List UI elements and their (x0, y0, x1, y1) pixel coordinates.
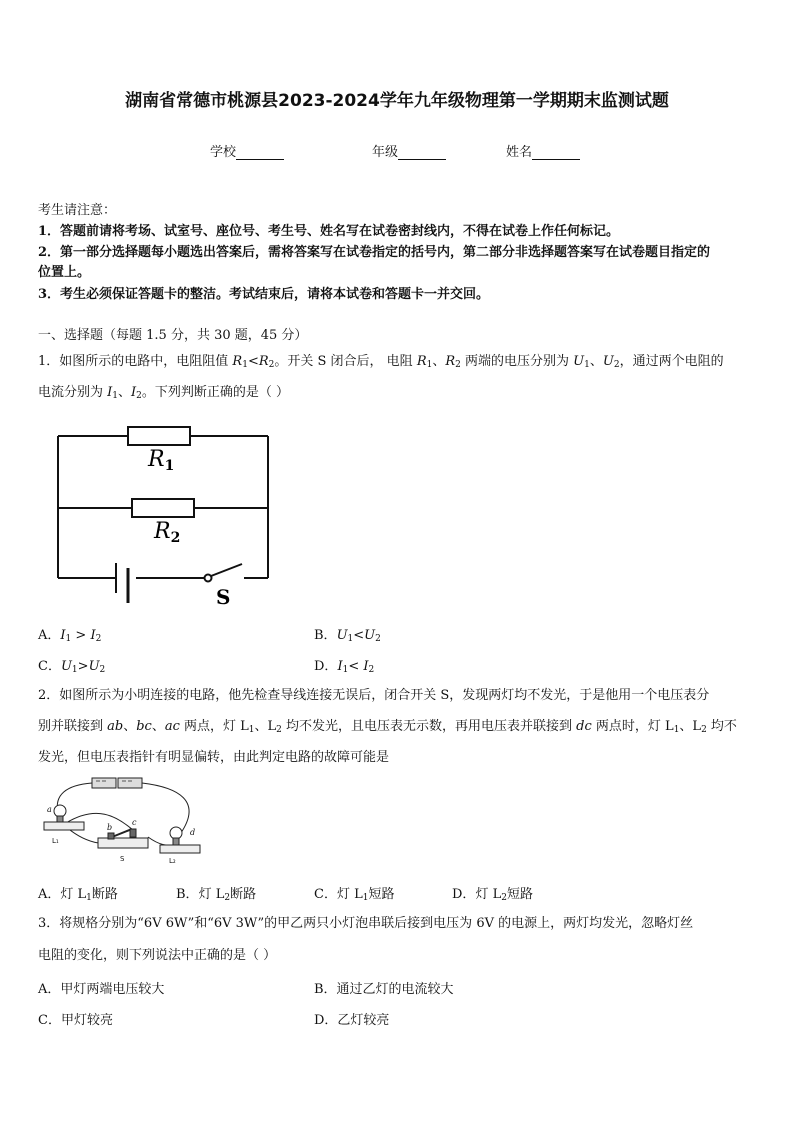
text: 、 (123, 719, 137, 734)
sub: 1 (112, 391, 119, 401)
label-a: a (47, 805, 52, 814)
label-r2: R2 (154, 519, 181, 546)
q1-stem-line2 (38, 383, 758, 406)
text: 两端的电压分别为 (460, 354, 574, 369)
text: 、L (254, 719, 277, 734)
sub: 2 (375, 634, 381, 644)
text: 均不发光，且电压表无示数，再用电压表并联接到 (281, 719, 577, 734)
var: U (364, 628, 376, 643)
text: < (353, 628, 365, 643)
sub: 1 (248, 725, 255, 735)
label-l1: L₁ (52, 837, 59, 845)
text: < (247, 354, 259, 369)
q1-option-c[interactable] (38, 655, 105, 675)
var: ab (107, 719, 124, 734)
var: dc (576, 719, 592, 734)
var: I (107, 385, 113, 400)
q1-option-a[interactable] (38, 624, 101, 644)
voltmeter-left (92, 778, 116, 788)
sub: 1 (342, 665, 349, 675)
text: 均不 (706, 719, 737, 734)
sub: 1 (71, 665, 78, 675)
wire (142, 783, 189, 837)
q3-stem-line2: 电阻的变化，则下列说法中正确的是（ ） (38, 948, 277, 963)
sub: 2 (99, 665, 106, 675)
q2-stem-line2 (38, 717, 758, 740)
var: bc (136, 719, 152, 734)
text: 1．如图所示的电路中，电阻阻值 (38, 354, 233, 369)
q3-option-c[interactable]: C．甲灯较亮 (38, 1013, 113, 1028)
name-blank[interactable] (532, 145, 580, 160)
sub: 2 (368, 665, 375, 675)
text: D． (452, 887, 476, 902)
sub: 2 (455, 360, 461, 370)
q2-option-c[interactable] (314, 883, 394, 903)
var: R (232, 354, 243, 369)
q1-option-d[interactable] (314, 655, 374, 675)
text: 断路 (91, 887, 118, 902)
lamp-l2-base (160, 845, 200, 853)
switch-pivot (205, 575, 212, 582)
q3-stem-line1: 3．将规格分别为“6V 6W”和“6V 3W”的甲乙两只小灯泡串联后接到电压为 6V 的电源上，两灯均发光，忽略灯丝 (38, 916, 694, 931)
var: R (416, 354, 427, 369)
text: 断路 (230, 887, 257, 902)
text: 两点时，灯 L (591, 719, 674, 734)
grade-label: 年级 (372, 145, 399, 160)
sub: 2 (501, 893, 507, 903)
notice-item: 1．答题前请将考场、试室号、座位号、考生号、姓名写在试卷密封线内，不得在试卷上作任何标记。 (38, 224, 620, 239)
label-l2: L₂ (169, 857, 176, 865)
var: R (258, 354, 269, 369)
var: U (602, 354, 614, 369)
text: 两点，灯 L (179, 719, 249, 734)
sub: 1 (584, 360, 590, 370)
sub: 2 (136, 391, 142, 401)
school-blank[interactable] (236, 145, 284, 160)
q2-option-a[interactable] (38, 883, 118, 903)
var: I (90, 628, 96, 643)
switch-base (98, 838, 148, 848)
sub: 1 (426, 360, 433, 370)
sub: 1 (347, 634, 354, 644)
text: 。下列判断正确的是（ ） (141, 385, 290, 400)
label-d: d (190, 828, 196, 837)
text: > (77, 659, 89, 674)
text: A． (38, 887, 61, 902)
voltmeter-right (118, 778, 142, 788)
q1-option-b[interactable] (314, 624, 381, 644)
label-s: S (216, 585, 231, 609)
var: U (573, 354, 585, 369)
sub: 1 (65, 634, 72, 644)
label-s: S (120, 855, 125, 863)
text: 电流分别为 (38, 385, 108, 400)
resistor-r1 (128, 427, 190, 445)
text: 灯 L (475, 887, 502, 902)
text: 、 (151, 719, 165, 734)
sub: 2 (95, 634, 102, 644)
resistor-r2 (132, 499, 194, 517)
wire (148, 837, 176, 845)
text: < (348, 659, 364, 674)
lamp-l2-socket (173, 838, 179, 845)
q3-option-b[interactable]: B．通过乙灯的电流较大 (314, 982, 454, 997)
notice-heading: 考生请注意： (38, 203, 117, 218)
text: 别并联接到 (38, 719, 108, 734)
text: 。开关 S 闭合后， 电阻 (274, 354, 417, 369)
lamp-l1-base (44, 822, 84, 830)
var: U (88, 659, 100, 674)
name-label: 姓名 (506, 145, 533, 160)
sub: 2 (268, 360, 275, 370)
q3-option-d[interactable]: D．乙灯较亮 (314, 1013, 390, 1028)
sub: 2 (613, 360, 620, 370)
sub: 1 (673, 725, 680, 735)
notice-item: 2．第一部分选择题每小题选出答案后，需将答案写在试卷指定的括号内，第二部分非选择题答案写在试卷题目指定的 (38, 245, 711, 260)
var: I (60, 628, 66, 643)
school-field[interactable] (210, 141, 284, 160)
q1-stem-line1 (38, 352, 758, 375)
q2-option-b[interactable] (176, 883, 256, 903)
text: B． (314, 628, 337, 643)
var: U (336, 628, 348, 643)
q2-stem-line1: 2．如图所示为小明连接的电路，他先检查导线连接无误后，闭合开关 S，发现两灯均不发光，于是他用一个电压表分 (38, 688, 710, 703)
text: B． (176, 887, 199, 902)
text: A． (38, 628, 61, 643)
text: 灯 L (336, 887, 363, 902)
var: ac (164, 719, 180, 734)
q2-circuit-figure (36, 775, 216, 867)
text: 短路 (506, 887, 533, 902)
switch-blade (211, 564, 242, 576)
label-b: b (107, 823, 113, 832)
grade-blank[interactable] (398, 145, 446, 160)
var: U (60, 659, 72, 674)
text: 、 (589, 354, 603, 369)
section-heading: 一、选择题（每题 1.5 分，共 30 题，45 分） (38, 328, 308, 343)
text: 灯 L (60, 887, 87, 902)
text: > (71, 628, 91, 643)
label-c: c (132, 818, 137, 827)
text: C． (314, 887, 337, 902)
text: 灯 L (198, 887, 225, 902)
var: R (445, 354, 456, 369)
grade-field[interactable] (372, 141, 446, 160)
switch-post (130, 829, 136, 837)
lamp-l1-bulb (54, 805, 66, 817)
sub: 2 (224, 893, 231, 903)
text: C． (38, 659, 61, 674)
switch-lever (112, 829, 132, 837)
sub: 2 (276, 725, 282, 735)
text: 短路 (368, 887, 395, 902)
school-label: 学校 (210, 145, 237, 160)
page-title: 湖南省常德市桃源县2023-2024学年九年级物理第一学期期末监测试题 (125, 91, 669, 111)
switch-post (108, 833, 114, 839)
var: I (363, 659, 369, 674)
q1-circuit-diagram (50, 418, 280, 610)
q3-option-a[interactable]: A．甲灯两端电压较大 (38, 982, 165, 997)
sub: 2 (701, 725, 707, 735)
sub: 1 (362, 893, 369, 903)
text: D． (314, 659, 338, 674)
q2-stem-line3: 发光，但电压表指针有明显偏转，由此判定电路的故障可能是 (38, 750, 390, 765)
sub: 1 (242, 360, 248, 370)
text: 、 (432, 354, 446, 369)
q2-option-d[interactable] (452, 883, 533, 903)
text: ，通过两个电阻的 (619, 354, 724, 369)
lamp-l2-bulb (170, 827, 182, 839)
lamp-l1-socket (57, 816, 63, 822)
notice-item: 3．考生必须保证答题卡的整洁。考试结束后，请将本试卷和答题卡一并交回。 (38, 287, 490, 302)
var: I (131, 385, 137, 400)
label-r1: R1 (148, 447, 175, 474)
text: 、L (679, 719, 702, 734)
name-field[interactable] (506, 141, 580, 160)
notice-item: 位置上。 (38, 265, 91, 280)
sub: 1 (86, 893, 92, 903)
var: I (337, 659, 343, 674)
text: 、 (118, 385, 132, 400)
